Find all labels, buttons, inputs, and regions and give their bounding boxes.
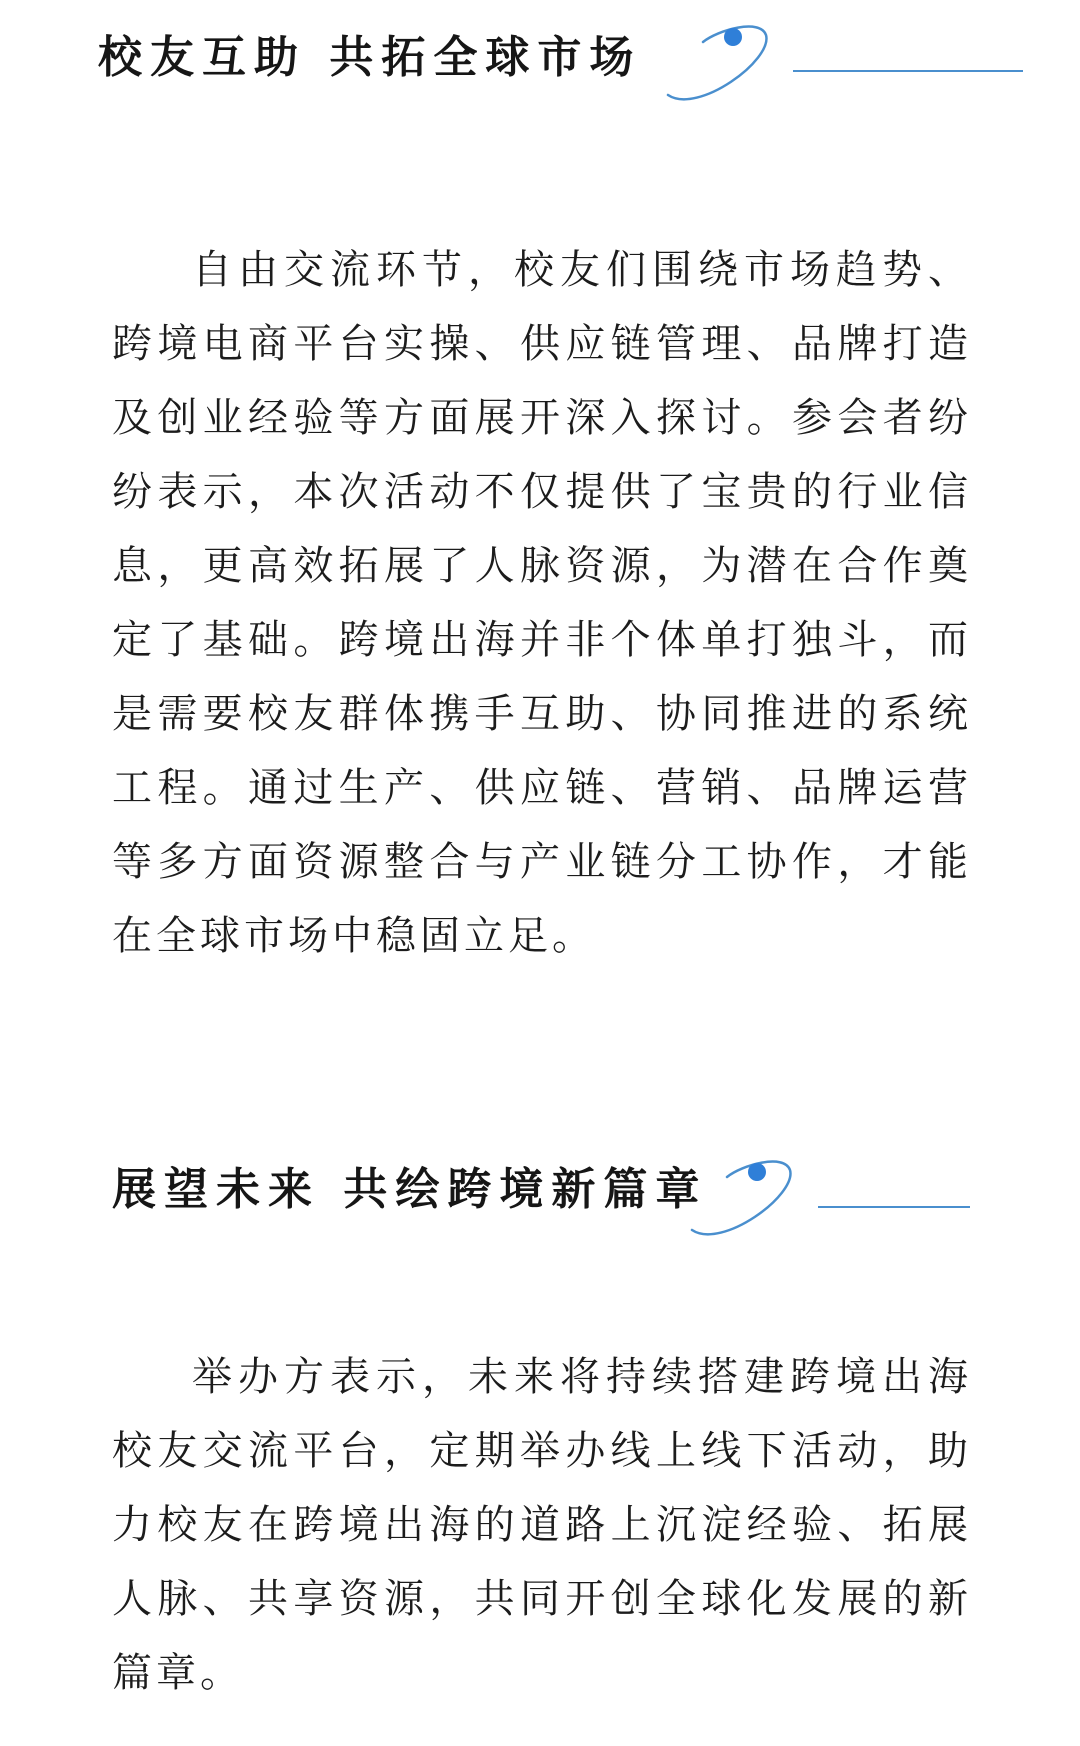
orbit-icon — [658, 20, 778, 110]
section-paragraph-2: 举办方表示，未来将持续搭建跨境出海校友交流平台，定期举办线上线下活动，助力校友在跨境出海的道路上沉淀经验、拓展人脉、共享资源，共同开创全球化发展的新篇章。 — [112, 1354, 972, 1696]
heading-divider — [818, 1206, 970, 1208]
section-title: 校友互助 共拓全球市场 — [98, 32, 642, 83]
section-title: 展望未来 共绘跨境新篇章 — [112, 1164, 708, 1215]
section-paragraph-1: 自由交流环节，校友们围绕市场趋势、跨境电商平台实操、供应链管理、品牌打造及创业经验等方面展开深入探讨。参会者纷纷表示，本次活动不仅提供了宝贵的行业信息，更高效拓展了人脉资源，为潜在合作奠定了基础。跨境出海并非个体单打独斗，而是需要校友群体携手互助、协同推进的系统工程。通过生产、供应链、营销、品牌运营等多方面资源整合与产业链分工协作，才能在全球市场中稳固立足。 — [112, 247, 972, 959]
section-heading-1 — [98, 28, 1058, 138]
orbit-icon — [682, 1155, 802, 1245]
section-heading-2 — [112, 1160, 992, 1270]
heading-divider — [793, 70, 1023, 72]
